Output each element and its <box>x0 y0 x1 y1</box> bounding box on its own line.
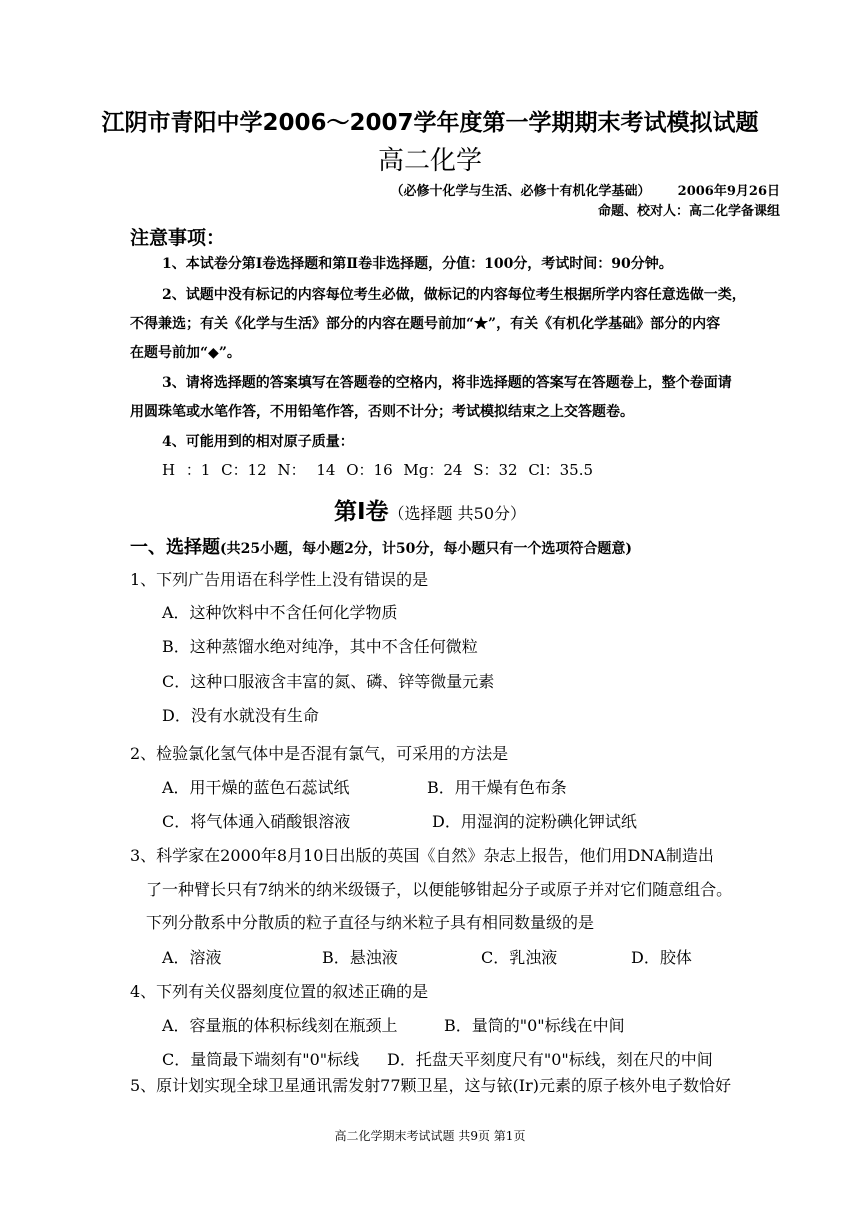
section-desc: (共25小题，每小题2分，计50分，每小题只有一个选项符合题意) <box>220 541 632 557</box>
notice-heading: 注意事项： <box>130 227 226 249</box>
option-3a: A．溶液 <box>162 948 222 967</box>
notice-item: 在题号前加“◆”。 <box>130 345 241 361</box>
option-3b: B．悬浊液 <box>322 948 398 967</box>
question-1: 1、下列广告用语在科学性上没有错误的是 <box>130 570 429 589</box>
option-1b: B．这种蒸馏水绝对纯净，其中不含任何微粒 <box>162 637 478 656</box>
question-5: 5、原计划实现全球卫星通讯需发射77颗卫星，这与铱(Ir)元素的原子核外电子数恰好 <box>130 1076 731 1095</box>
exam-subject: 高二化学 <box>377 146 482 176</box>
option-4a: A．容量瓶的体积标线刻在瓶颈上 <box>162 1016 398 1035</box>
notice-item: 3、请将选择题的答案填写在答题卷的空格内，将非选择题的答案写在答题卷上，整个卷面请 <box>162 375 732 391</box>
notice-item: 4、可能用到的相对原子质量： <box>162 434 354 450</box>
option-1c: C．这种口服液含丰富的氮、磷、锌等微量元素 <box>162 672 495 691</box>
part-heading <box>0 493 860 526</box>
question-3-line-2: 了一种臂长只有7纳米的纳米级镊子，以便能够钳起分子或原子并对它们随意组合。 <box>146 880 733 899</box>
option-2d: D．用湿润的淀粉碘化钾试纸 <box>432 812 637 831</box>
exam-authors: 命题、校对人：高二化学备课组 <box>597 204 780 219</box>
option-2a: A．用干燥的蓝色石蕊试纸 <box>162 778 350 797</box>
notice-item: 用圆珠笔或水笔作答，不用铅笔作答，否则不计分；考试模拟结束之上交答题卷。 <box>130 404 634 420</box>
option-2c: C．将气体通入硝酸银溶液 <box>162 812 351 831</box>
exam-scope: （必修十化学与生活、必修十有机化学基础） <box>390 184 651 199</box>
option-4c: C．量筒最下端刻有"0"标线 <box>162 1050 360 1069</box>
exam-date: 2006年9月26日 <box>677 184 780 199</box>
notice-item: 不得兼选；有关《化学与生活》部分的内容在题号前加“★”，有关《有机化学基础》部分的内容 <box>130 316 721 332</box>
question-3-line-3: 下列分散系中分散质的粒子直径与纳米粒子具有相同数量级的是 <box>146 913 595 932</box>
option-3d: D．胶体 <box>631 948 692 967</box>
option-4d: D．托盘天平刻度尺有"0"标线，刻在尺的中间 <box>387 1050 713 1069</box>
section-heading <box>130 533 632 559</box>
atomic-masses: H ：1 C：12 N： 14 O：16 Mg：24 S：32 Cl：35.5 <box>162 461 594 479</box>
exam-title: 江阴市青阳中学2006～2007学年度第一学期期末考试模拟试题 <box>101 110 759 136</box>
question-4: 4、下列有关仪器刻度位置的叙述正确的是 <box>130 982 429 1001</box>
section-label: 一、选择题 <box>130 537 220 558</box>
option-1d: D．没有水就没有生命 <box>162 706 319 725</box>
question-2: 2、检验氯化氢气体中是否混有氯气，可采用的方法是 <box>130 744 509 763</box>
page-footer: 高二化学期末考试试题 共9页 第1页 <box>334 1129 526 1143</box>
option-1a: A．这种饮料中不含任何化学物质 <box>162 603 398 622</box>
option-4b: B．量筒的"0"标线在中间 <box>444 1016 625 1035</box>
option-2b: B．用干燥有色布条 <box>427 778 567 797</box>
part-desc: （选择题 共50分） <box>388 504 526 523</box>
notice-item: 1、本试卷分第Ⅰ卷选择题和第Ⅱ卷非选择题，分值：100分，考试时间：90分钟。 <box>162 256 673 272</box>
question-3-line-1: 3、科学家在2000年8月10日出版的英国《自然》杂志上报告，他们用DNA制造出 <box>130 846 714 865</box>
exam-scope-line <box>391 180 781 199</box>
part-label: 第Ⅰ卷 <box>333 499 389 525</box>
option-3c: C．乳浊液 <box>481 948 558 967</box>
notice-item: 2、试题中没有标记的内容每位考生必做，做标记的内容每位考生根据所学内容任意选做一类， <box>162 287 746 303</box>
